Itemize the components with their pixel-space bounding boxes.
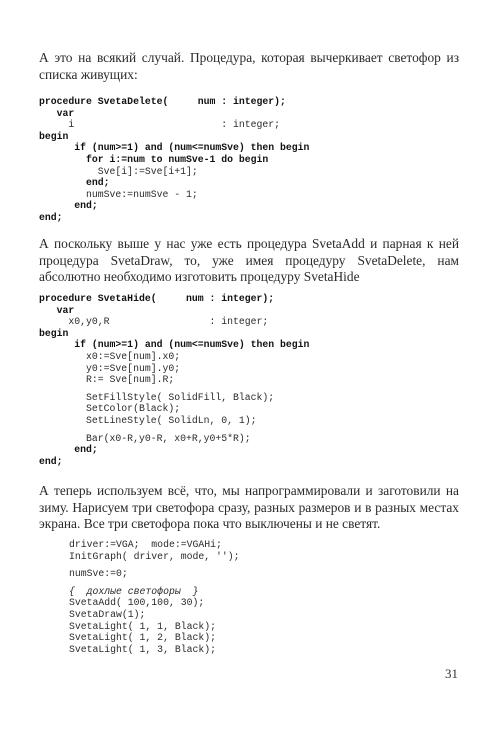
code-line: procedure SvetaDelete( num : integer); xyxy=(39,96,286,107)
code-line: InitGraph( driver, mode, ''); xyxy=(69,550,240,562)
code-line: Bar(x0-R,y0-R, x0+R,y0+5*R); xyxy=(39,432,251,444)
code-line: if (num>=1) and (num<=numSve) then begin xyxy=(39,142,310,154)
code-line: { дохлые светофоры } xyxy=(69,585,199,597)
code-line: var xyxy=(39,304,75,316)
code-line: begin xyxy=(39,130,69,142)
code-line: numSve:=numSve - 1; xyxy=(39,188,198,200)
code-line: end; xyxy=(39,455,63,467)
code-line: numSve:=0; xyxy=(69,568,128,580)
code-line: end; xyxy=(39,200,98,212)
code-line: begin xyxy=(39,327,69,339)
code-line: x0:=Sve[num].x0; xyxy=(39,350,181,362)
code-line: end; xyxy=(39,211,63,223)
code-line: end; xyxy=(39,444,98,456)
code-line: procedure SvetaHide( num : integer); xyxy=(39,293,275,304)
page-number: 31 xyxy=(445,666,458,681)
code-block-main xyxy=(69,539,240,655)
code-line: SetFillStyle( SolidFill, Black); xyxy=(39,391,275,403)
code-line: i : integer; xyxy=(39,119,281,131)
code-line: x0,y0,R : integer; xyxy=(39,316,269,328)
code-line: SvetaAdd( 100,100, 30); xyxy=(69,597,205,609)
code-line: R:= Sve[num].R; xyxy=(39,374,175,386)
code-line: var xyxy=(39,107,75,119)
code-line: SvetaLight( 1, 3, Black); xyxy=(69,643,216,655)
code-line: SetColor(Black); xyxy=(39,403,181,415)
code-block-sveta-hide xyxy=(39,293,309,467)
code-line: if (num>=1) and (num<=numSve) then begin xyxy=(39,339,310,351)
paragraph-intro-hide: А поскольку выше у нас уже есть процедура SvetaAdd и парная к ней процедура SvetaDraw, то, уже имея процедуру SvetaDelete, нам абсолютно необходимо изготовить процедуру SvetaHide xyxy=(39,236,459,284)
code-line: end; xyxy=(39,177,110,189)
code-line: y0:=Sve[num].y0; xyxy=(39,362,181,374)
paragraph-intro-delete: А это на всякий случай. Процедура, которая вычеркивает светофор из списка живущих: xyxy=(39,50,459,82)
code-line: driver:=VGA; mode:=VGAHi; xyxy=(69,539,222,550)
code-block-sveta-delete xyxy=(39,96,309,224)
code-line: SvetaDraw(1); xyxy=(69,608,146,620)
paragraph-intro-main: А теперь используем всё, что, мы напрограммировали и заготовили на зиму. Нарисуем три светофора сразу, разных размеров и в разных местах экрана. Все три светофора пока что выключены и не светят. xyxy=(39,483,459,531)
code-line: SetLineStyle( SolidLn, 0, 1); xyxy=(39,414,257,426)
code-line: Sve[i]:=Sve[i+1]; xyxy=(39,165,198,177)
code-line: SvetaLight( 1, 1, Black); xyxy=(69,620,216,632)
code-line: for i:=num to numSve-1 do begin xyxy=(39,153,269,165)
code-line: SvetaLight( 1, 2, Black); xyxy=(69,632,216,644)
